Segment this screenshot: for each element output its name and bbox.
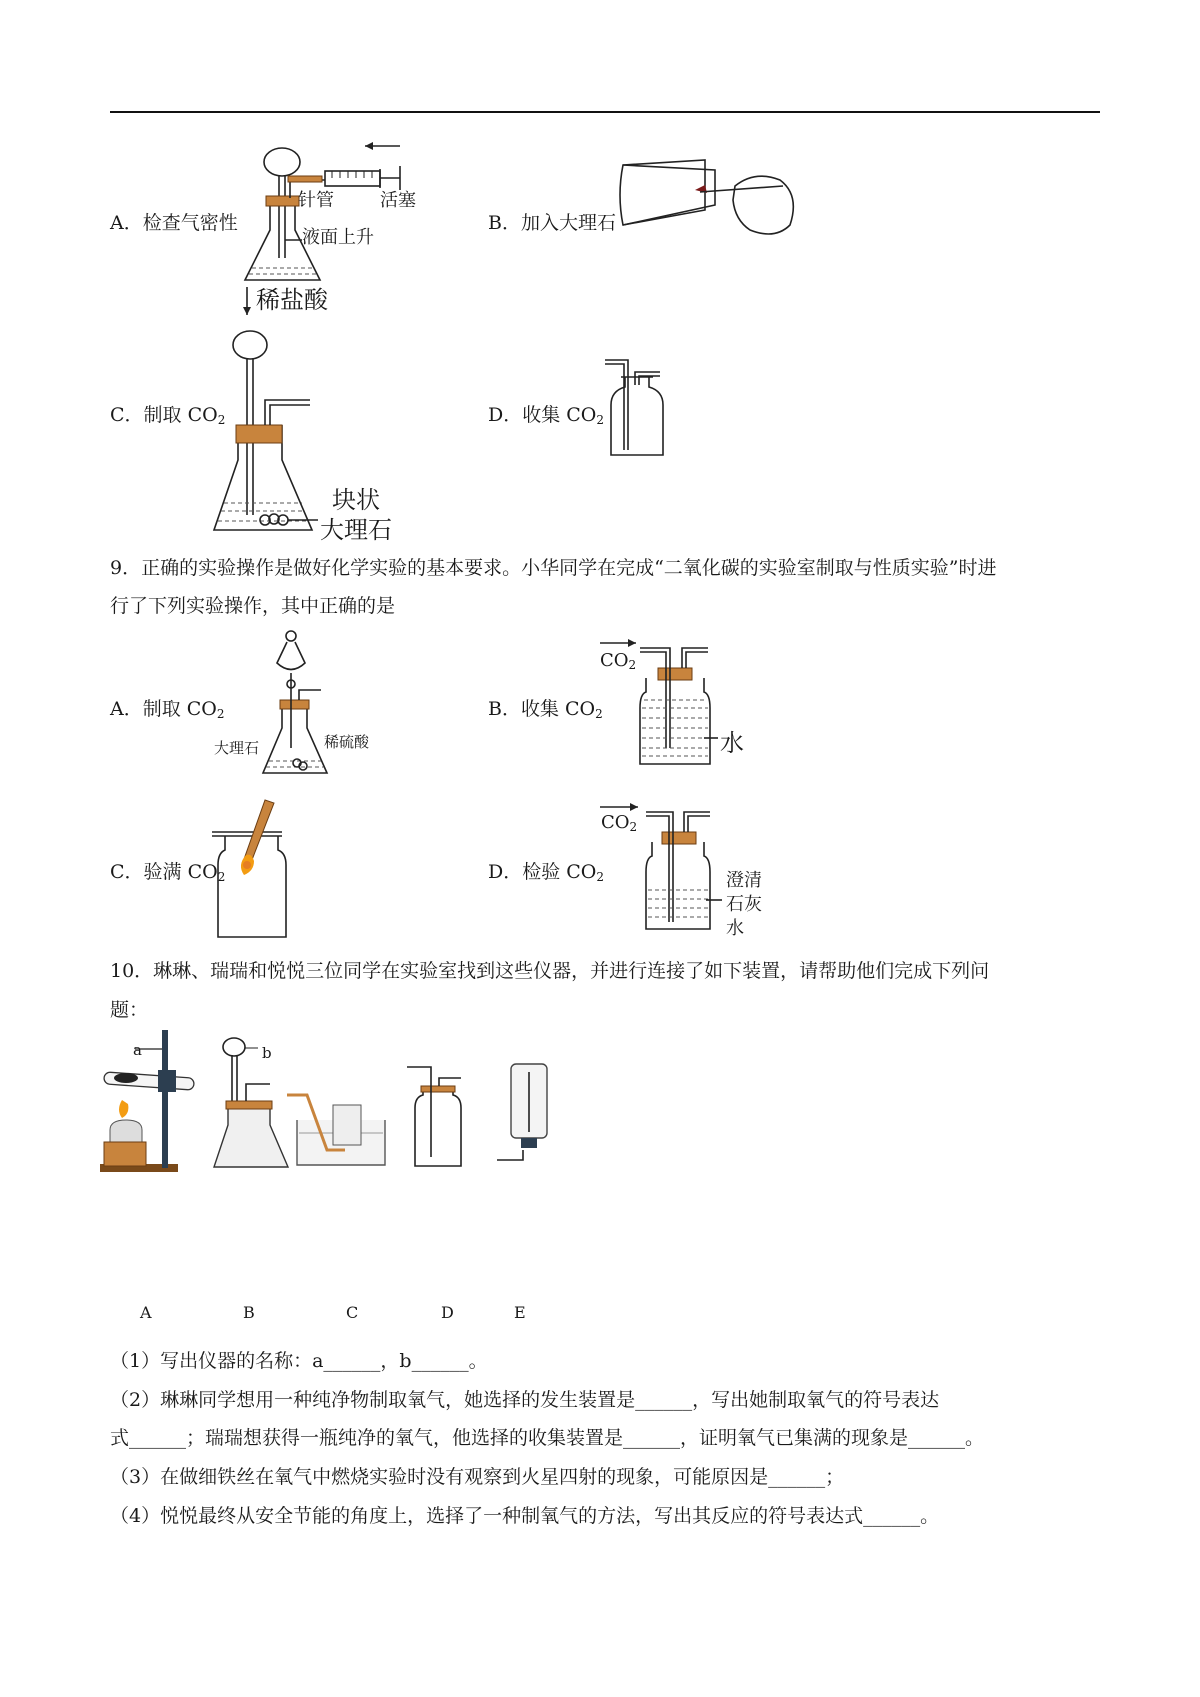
separatory-funnel-apparatus xyxy=(255,628,375,783)
q10-sub-1: （1）写出仪器的名称：a______，b______。 xyxy=(110,1350,488,1372)
needle-label: 针管 xyxy=(298,190,334,211)
liquid-rises-label: 液面上升 xyxy=(302,227,374,248)
option-c-label: C．制取 $CO_2$ xyxy=(110,404,226,427)
header-rule xyxy=(110,111,1100,113)
lime-label: 石灰 xyxy=(726,894,762,915)
option-a-label: A．检查气密性 xyxy=(110,212,238,234)
q10-sub-4: （4）悦悦最终从安全节能的角度上，选择了一种制氧气的方法，写出其反应的符号表达式______。 xyxy=(110,1505,940,1527)
apparatus-a-heating-setup xyxy=(100,1030,210,1180)
label-b: b xyxy=(262,1044,272,1062)
plunger-label: 活塞 xyxy=(380,190,416,211)
q10-sub-2b: 式______；瑞瑞想获得一瓶纯净的氧气，他选择的收集装置是______，证明氧气已集满的现象是______。 xyxy=(110,1427,985,1449)
question-10-line-1: 10．琳琳、瑞瑞和悦悦三位同学在实验室找到这些仪器，并进行连接了如下装置，请帮助他们完成下列问 xyxy=(110,960,990,982)
label-a: a xyxy=(133,1041,142,1059)
water-label-9b: 水 xyxy=(720,729,744,757)
lump-label: 块状 xyxy=(332,486,380,514)
marble-label: 大理石 xyxy=(320,516,392,544)
caption-c: C xyxy=(346,1303,359,1322)
dilute-hcl-label: 稀盐酸 xyxy=(256,286,328,314)
q9-option-c-label: C．验满 $CO_2$ xyxy=(110,861,226,884)
q9-option-a-label: A．制取 $CO_2$ xyxy=(110,698,225,721)
caption-d: D xyxy=(441,1303,454,1322)
co2-arrow-label-9d: $CO_2$ xyxy=(601,812,638,834)
question-9-line-1: 9．正确的实验操作是做好化学实验的基本要求。小华同学在完成“二氧化碳的实验室制取与性质实验”时进 xyxy=(110,557,997,579)
water-label-9d: 水 xyxy=(726,918,744,939)
clear-label: 澄清 xyxy=(726,870,762,891)
caption-e: E xyxy=(514,1303,526,1322)
question-10-line-2: 题： xyxy=(110,999,149,1021)
option-d-label: D．收集 $CO_2$ xyxy=(488,404,605,427)
apparatus-e-inverted-bottle xyxy=(495,1060,555,1175)
marble-label-9a: 大理石 xyxy=(214,739,260,757)
airtightness-check-apparatus xyxy=(240,140,460,290)
caption-a: A xyxy=(140,1303,152,1322)
q9-option-d-label: D．检验 $CO_2$ xyxy=(488,861,605,884)
apparatus-c-water-trough xyxy=(287,1085,397,1170)
dilute-sulfuric-acid-label: 稀硫酸 xyxy=(324,733,370,751)
caption-b: B xyxy=(243,1303,255,1322)
gas-collection-bottle xyxy=(605,355,675,465)
option-b-label: B．加入大理石 xyxy=(488,212,616,234)
q10-sub-2a: （2）琳琳同学想用一种纯净物制取氧气，她选择的发生装置是______，写出她制取氧气的符号表达 xyxy=(110,1389,940,1411)
co2-arrow-label-9b: $CO_2$ xyxy=(600,650,637,672)
question-9-line-2: 行了下列实验操作，其中正确的是 xyxy=(110,595,396,617)
apparatus-d-bottle xyxy=(405,1062,465,1172)
q9-option-b-label: B．收集 $CO_2$ xyxy=(488,698,603,721)
q10-sub-3: （3）在做细铁丝在氧气中燃烧实验时没有观察到火星四射的现象，可能原因是______； xyxy=(110,1466,845,1488)
check-full-bottle xyxy=(210,795,310,945)
add-marble-illustration xyxy=(615,150,815,250)
